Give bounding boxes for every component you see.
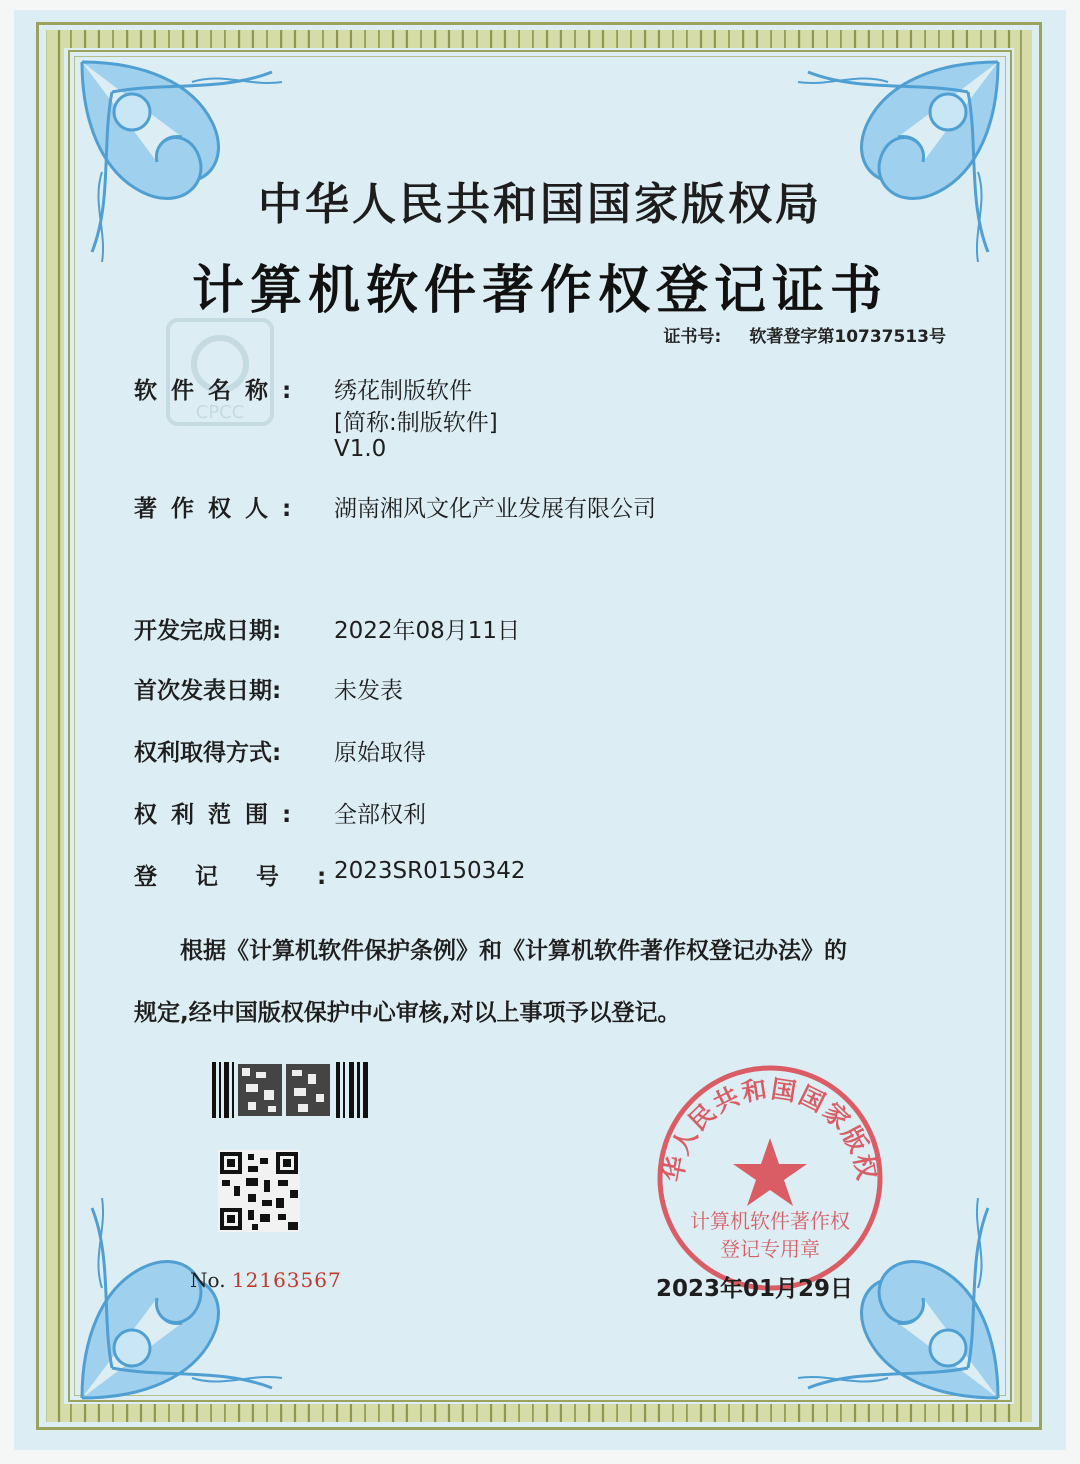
software-name-value: 绣花制版软件 [334, 378, 472, 404]
serial-value: 12163567 [231, 1268, 342, 1292]
serial-number [190, 1268, 342, 1292]
serial-prefix: No. [190, 1268, 226, 1292]
acquire-label: 权利取得方式: [134, 740, 282, 766]
reg-no-label: 登记号: [134, 864, 365, 890]
statement-line-2: 规定,经中国版权保护中心审核,对以上事项予以登记。 [134, 1000, 681, 1026]
issuer-title: 中华人民共和国国家版权局 [258, 179, 822, 230]
barcode [212, 1062, 368, 1118]
certificate-number [664, 322, 946, 347]
seal-inner-line-1: 计算机软件著作权 [690, 1209, 850, 1233]
software-name-label: 软件名称: [134, 378, 306, 404]
acquire-value: 原始取得 [334, 740, 426, 766]
statement-line-1: 根据《计算机软件保护条例》和《计算机软件著作权登记办法》的 [180, 938, 847, 964]
watermark-text: CPCC [195, 402, 245, 423]
publish-date-value: 未发表 [334, 678, 403, 704]
seal-inner-line-2: 登记专用章 [720, 1237, 820, 1261]
issue-date: 2023年01月29日 [656, 1276, 854, 1302]
scope-label: 权利范围: [134, 802, 306, 828]
dev-date-value: 2022年08月11日 [334, 618, 521, 644]
qr-code [218, 1150, 300, 1232]
software-short-name: [简称:制版软件] [334, 410, 498, 436]
seal-outer-text: 华人民共和国国家版权 [658, 1074, 882, 1185]
publish-date-label: 首次发表日期: [134, 678, 282, 704]
cert-no-label: 证书号: [663, 327, 722, 347]
scope-value: 全部权利 [334, 802, 426, 828]
official-seal [650, 1058, 890, 1298]
certificate-title: 计算机软件著作权登记证书 [191, 261, 888, 321]
owner-label: 著作权人: [134, 496, 306, 522]
reg-no-value: 2023SR0150342 [334, 858, 526, 884]
owner-value: 湖南湘风文化产业发展有限公司 [334, 496, 656, 522]
dev-date-label: 开发完成日期: [134, 618, 282, 644]
software-version: V1.0 [334, 436, 387, 462]
cert-no-value: 软著登字第10737513号 [749, 327, 946, 347]
